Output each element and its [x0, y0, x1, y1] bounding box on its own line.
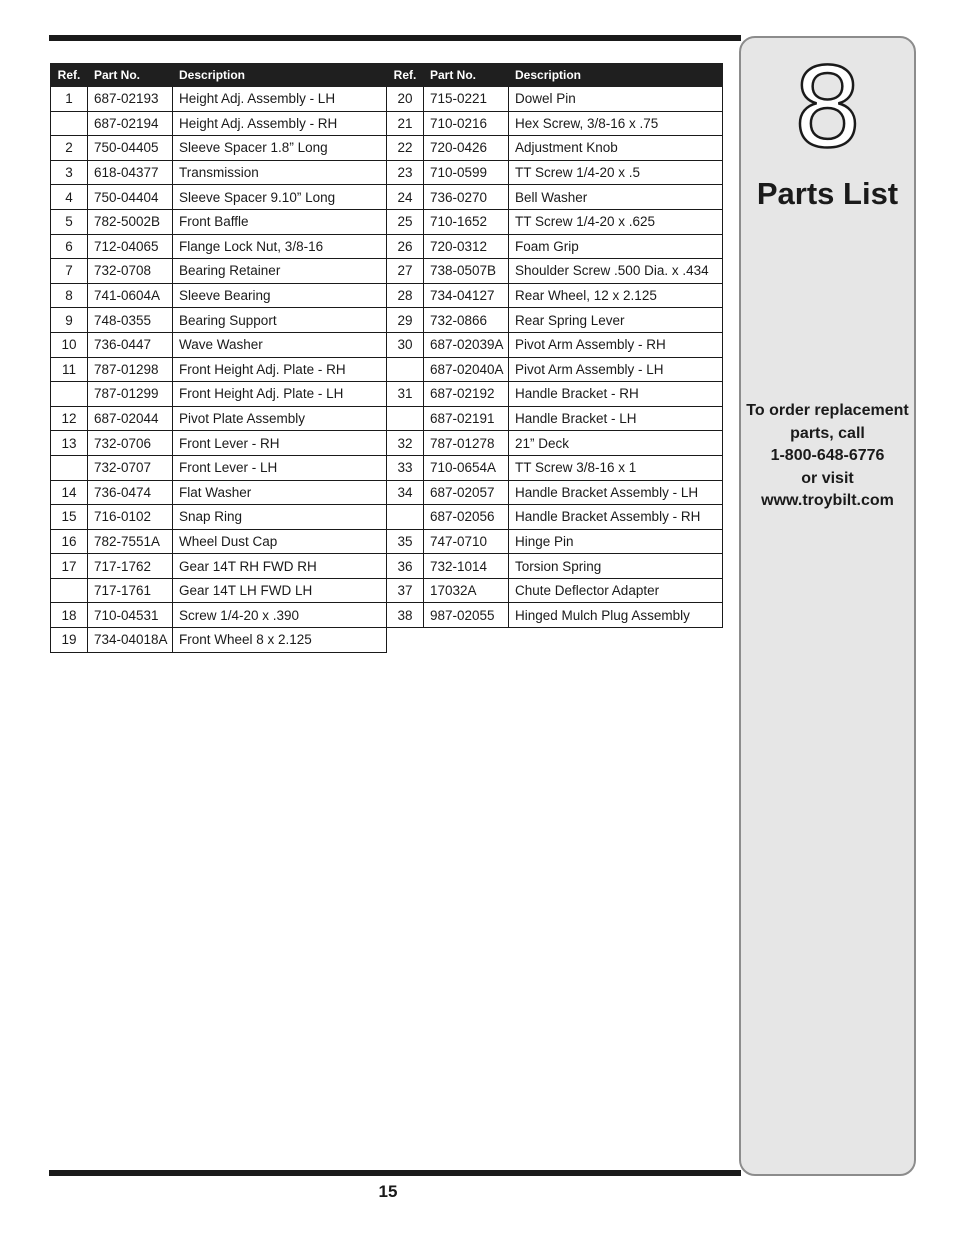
cell-ref: 25 — [387, 209, 424, 234]
cell-description: Front Height Adj. Plate - RH — [173, 357, 387, 382]
table-row — [51, 160, 387, 185]
table-row — [387, 209, 723, 234]
cell-description: Bearing Support — [173, 308, 387, 333]
table-row — [51, 554, 387, 579]
cell-ref: 20 — [387, 87, 424, 112]
table-row — [387, 283, 723, 308]
table-row — [387, 455, 723, 480]
cell-ref — [51, 111, 88, 136]
cell-ref: 23 — [387, 160, 424, 185]
cell-part-no: 738-0507B — [424, 259, 509, 284]
cell-description: Height Adj. Assembly - RH — [173, 111, 387, 136]
table-row — [387, 87, 723, 112]
cell-description: Front Height Adj. Plate - LH — [173, 382, 387, 407]
cell-ref: 19 — [51, 628, 88, 653]
table-row — [387, 332, 723, 357]
cell-ref: 2 — [51, 136, 88, 161]
column-header-description: Description — [509, 64, 723, 87]
cell-description: TT Screw 1/4-20 x .625 — [509, 209, 723, 234]
cell-description: Foam Grip — [509, 234, 723, 259]
cell-description: Snap Ring — [173, 505, 387, 530]
cell-ref: 21 — [387, 111, 424, 136]
table-row — [51, 406, 387, 431]
cell-ref: 10 — [51, 332, 88, 357]
cell-ref: 16 — [51, 529, 88, 554]
cell-description: Front Wheel 8 x 2.125 — [173, 628, 387, 653]
cell-description: Bell Washer — [509, 185, 723, 210]
table-row — [387, 259, 723, 284]
cell-description: Sleeve Spacer 1.8” Long — [173, 136, 387, 161]
cell-ref: 4 — [51, 185, 88, 210]
table-row — [387, 160, 723, 185]
table-row — [387, 529, 723, 554]
cell-ref: 27 — [387, 259, 424, 284]
cell-description: TT Screw 1/4-20 x .5 — [509, 160, 723, 185]
table-row — [51, 332, 387, 357]
cell-ref: 14 — [51, 480, 88, 505]
cell-part-no: 716-0102 — [88, 505, 173, 530]
chapter-side-panel — [739, 36, 916, 1176]
table-row — [51, 578, 387, 603]
cell-ref: 7 — [51, 259, 88, 284]
table-row — [387, 185, 723, 210]
cell-description: Front Lever - RH — [173, 431, 387, 456]
cell-ref: 32 — [387, 431, 424, 456]
table-row — [51, 111, 387, 136]
column-header-part-no: Part No. — [88, 64, 173, 87]
cell-part-no: 687-02191 — [424, 406, 509, 431]
table-row — [387, 382, 723, 407]
top-rule — [49, 35, 741, 41]
table-row — [51, 357, 387, 382]
cell-ref: 15 — [51, 505, 88, 530]
table-row — [51, 136, 387, 161]
cell-part-no: 732-0706 — [88, 431, 173, 456]
cell-description: Sleeve Spacer 9.10” Long — [173, 185, 387, 210]
cell-ref: 37 — [387, 578, 424, 603]
cell-description: Pivot Arm Assembly - LH — [509, 357, 723, 382]
cell-description: Shoulder Screw .500 Dia. x .434 — [509, 259, 723, 284]
cell-part-no: 687-02039A — [424, 332, 509, 357]
cell-ref: 36 — [387, 554, 424, 579]
table-row — [387, 480, 723, 505]
cell-part-no: 710-04531 — [88, 603, 173, 628]
cell-part-no: 736-0447 — [88, 332, 173, 357]
cell-part-no: 687-02192 — [424, 382, 509, 407]
cell-ref: 6 — [51, 234, 88, 259]
parts-table-right — [386, 63, 723, 628]
cell-ref: 5 — [51, 209, 88, 234]
cell-part-no: 782-7551A — [88, 529, 173, 554]
table-row — [51, 505, 387, 530]
cell-description: Rear Spring Lever — [509, 308, 723, 333]
bottom-rule — [49, 1170, 741, 1176]
cell-description: Chute Deflector Adapter — [509, 578, 723, 603]
table-row — [387, 431, 723, 456]
cell-description: Flat Washer — [173, 480, 387, 505]
cell-description: Front Lever - LH — [173, 455, 387, 480]
cell-description: Bearing Retainer — [173, 259, 387, 284]
cell-description: Flange Lock Nut, 3/8-16 — [173, 234, 387, 259]
table-row — [51, 308, 387, 333]
order-info-line: parts, call — [790, 424, 865, 442]
cell-description: Handle Bracket Assembly - LH — [509, 480, 723, 505]
table-row — [387, 357, 723, 382]
cell-ref: 29 — [387, 308, 424, 333]
cell-part-no: 787-01278 — [424, 431, 509, 456]
cell-part-no: 782-5002B — [88, 209, 173, 234]
cell-ref: 28 — [387, 283, 424, 308]
table-row — [387, 505, 723, 530]
table-row — [51, 283, 387, 308]
cell-description: Wave Washer — [173, 332, 387, 357]
cell-part-no: 618-04377 — [88, 160, 173, 185]
cell-part-no: 732-1014 — [424, 554, 509, 579]
cell-part-no: 710-0599 — [424, 160, 509, 185]
cell-ref: 3 — [51, 160, 88, 185]
column-header-part-no: Part No. — [424, 64, 509, 87]
table-row — [51, 209, 387, 234]
table-row — [51, 529, 387, 554]
cell-description: Screw 1/4-20 x .390 — [173, 603, 387, 628]
table-row — [51, 628, 387, 653]
column-header-ref: Ref. — [387, 64, 424, 87]
cell-ref: 18 — [51, 603, 88, 628]
cell-description: Gear 14T RH FWD RH — [173, 554, 387, 579]
cell-ref — [51, 382, 88, 407]
cell-ref — [51, 455, 88, 480]
cell-part-no: 687-02056 — [424, 505, 509, 530]
column-header-ref: Ref. — [51, 64, 88, 87]
cell-description: Height Adj. Assembly - LH — [173, 87, 387, 112]
cell-description: Dowel Pin — [509, 87, 723, 112]
cell-part-no: 732-0708 — [88, 259, 173, 284]
cell-part-no: 710-0216 — [424, 111, 509, 136]
cell-description: Hex Screw, 3/8-16 x .75 — [509, 111, 723, 136]
cell-part-no: 720-0426 — [424, 136, 509, 161]
cell-ref: 9 — [51, 308, 88, 333]
cell-description: Gear 14T LH FWD LH — [173, 578, 387, 603]
cell-ref — [387, 406, 424, 431]
table-row — [387, 111, 723, 136]
table-row — [51, 185, 387, 210]
cell-part-no: 687-02040A — [424, 357, 509, 382]
cell-part-no: 748-0355 — [88, 308, 173, 333]
cell-part-no: 732-0866 — [424, 308, 509, 333]
cell-description: Sleeve Bearing — [173, 283, 387, 308]
cell-ref — [51, 578, 88, 603]
table-row — [387, 136, 723, 161]
cell-ref: 35 — [387, 529, 424, 554]
cell-ref: 1 — [51, 87, 88, 112]
cell-ref: 26 — [387, 234, 424, 259]
cell-description: Hinge Pin — [509, 529, 723, 554]
cell-part-no: 736-0474 — [88, 480, 173, 505]
cell-part-no: 732-0707 — [88, 455, 173, 480]
cell-part-no: 710-0654A — [424, 455, 509, 480]
cell-part-no: 734-04127 — [424, 283, 509, 308]
table-row — [51, 234, 387, 259]
cell-ref: 22 — [387, 136, 424, 161]
cell-part-no: 750-04405 — [88, 136, 173, 161]
cell-description: Front Baffle — [173, 209, 387, 234]
cell-part-no: 787-01298 — [88, 357, 173, 382]
table-row — [387, 603, 723, 628]
order-phone-number: 1-800-648-6776 — [770, 447, 885, 464]
table-row — [51, 603, 387, 628]
cell-description: Torsion Spring — [509, 554, 723, 579]
table-row — [387, 308, 723, 333]
cell-description: Handle Bracket Assembly - RH — [509, 505, 723, 530]
cell-description: Wheel Dust Cap — [173, 529, 387, 554]
cell-part-no: 687-02057 — [424, 480, 509, 505]
table-row — [51, 431, 387, 456]
cell-part-no: 715-0221 — [424, 87, 509, 112]
cell-ref: 8 — [51, 283, 88, 308]
cell-ref — [387, 505, 424, 530]
cell-ref: 12 — [51, 406, 88, 431]
cell-description: Hinged Mulch Plug Assembly — [509, 603, 723, 628]
table-row — [387, 578, 723, 603]
cell-part-no: 987-02055 — [424, 603, 509, 628]
table-row — [387, 406, 723, 431]
cell-part-no: 734-04018A — [88, 628, 173, 653]
order-info-line: To order replacement — [746, 402, 909, 419]
cell-part-no: 687-02193 — [88, 87, 173, 112]
cell-ref: 17 — [51, 554, 88, 579]
cell-ref: 30 — [387, 332, 424, 357]
cell-description: TT Screw 3/8-16 x 1 — [509, 455, 723, 480]
table-row — [387, 554, 723, 579]
order-info-line: or visit — [801, 469, 854, 487]
cell-part-no: 736-0270 — [424, 185, 509, 210]
cell-part-no: 687-02044 — [88, 406, 173, 431]
website-link[interactable]: www.troybilt.com — [761, 492, 894, 509]
table-header-row — [387, 64, 723, 87]
page-number: 15 — [378, 1182, 398, 1201]
cell-part-no: 710-1652 — [424, 209, 509, 234]
cell-description: 21” Deck — [509, 431, 723, 456]
cell-description: Rear Wheel, 12 x 2.125 — [509, 283, 723, 308]
table-row — [51, 480, 387, 505]
cell-part-no: 787-01299 — [88, 382, 173, 407]
cell-ref: 13 — [51, 431, 88, 456]
column-header-description: Description — [173, 64, 387, 87]
cell-ref: 34 — [387, 480, 424, 505]
cell-part-no: 750-04404 — [88, 185, 173, 210]
table-row — [387, 234, 723, 259]
order-info — [741, 400, 914, 513]
section-title: Parts List — [756, 176, 899, 211]
cell-part-no: 687-02194 — [88, 111, 173, 136]
cell-ref: 24 — [387, 185, 424, 210]
cell-ref: 31 — [387, 382, 424, 407]
cell-description: Pivot Arm Assembly - RH — [509, 332, 723, 357]
cell-description: Handle Bracket - LH — [509, 406, 723, 431]
cell-description: Handle Bracket - RH — [509, 382, 723, 407]
cell-ref: 38 — [387, 603, 424, 628]
table-row — [51, 455, 387, 480]
cell-part-no: 741-0604A — [88, 283, 173, 308]
cell-part-no: 712-04065 — [88, 234, 173, 259]
cell-ref — [387, 357, 424, 382]
parts-table-left — [50, 63, 387, 653]
cell-part-no: 717-1761 — [88, 578, 173, 603]
cell-description: Transmission — [173, 160, 387, 185]
cell-part-no: 747-0710 — [424, 529, 509, 554]
cell-part-no: 17032A — [424, 578, 509, 603]
table-row — [51, 382, 387, 407]
table-row — [51, 259, 387, 284]
cell-ref: 11 — [51, 357, 88, 382]
cell-ref: 33 — [387, 455, 424, 480]
cell-description: Pivot Plate Assembly — [173, 406, 387, 431]
table-row — [51, 87, 387, 112]
table-header-row — [51, 64, 387, 87]
cell-part-no: 720-0312 — [424, 234, 509, 259]
cell-part-no: 717-1762 — [88, 554, 173, 579]
cell-description: Adjustment Knob — [509, 136, 723, 161]
chapter-number: 8 — [792, 44, 863, 172]
